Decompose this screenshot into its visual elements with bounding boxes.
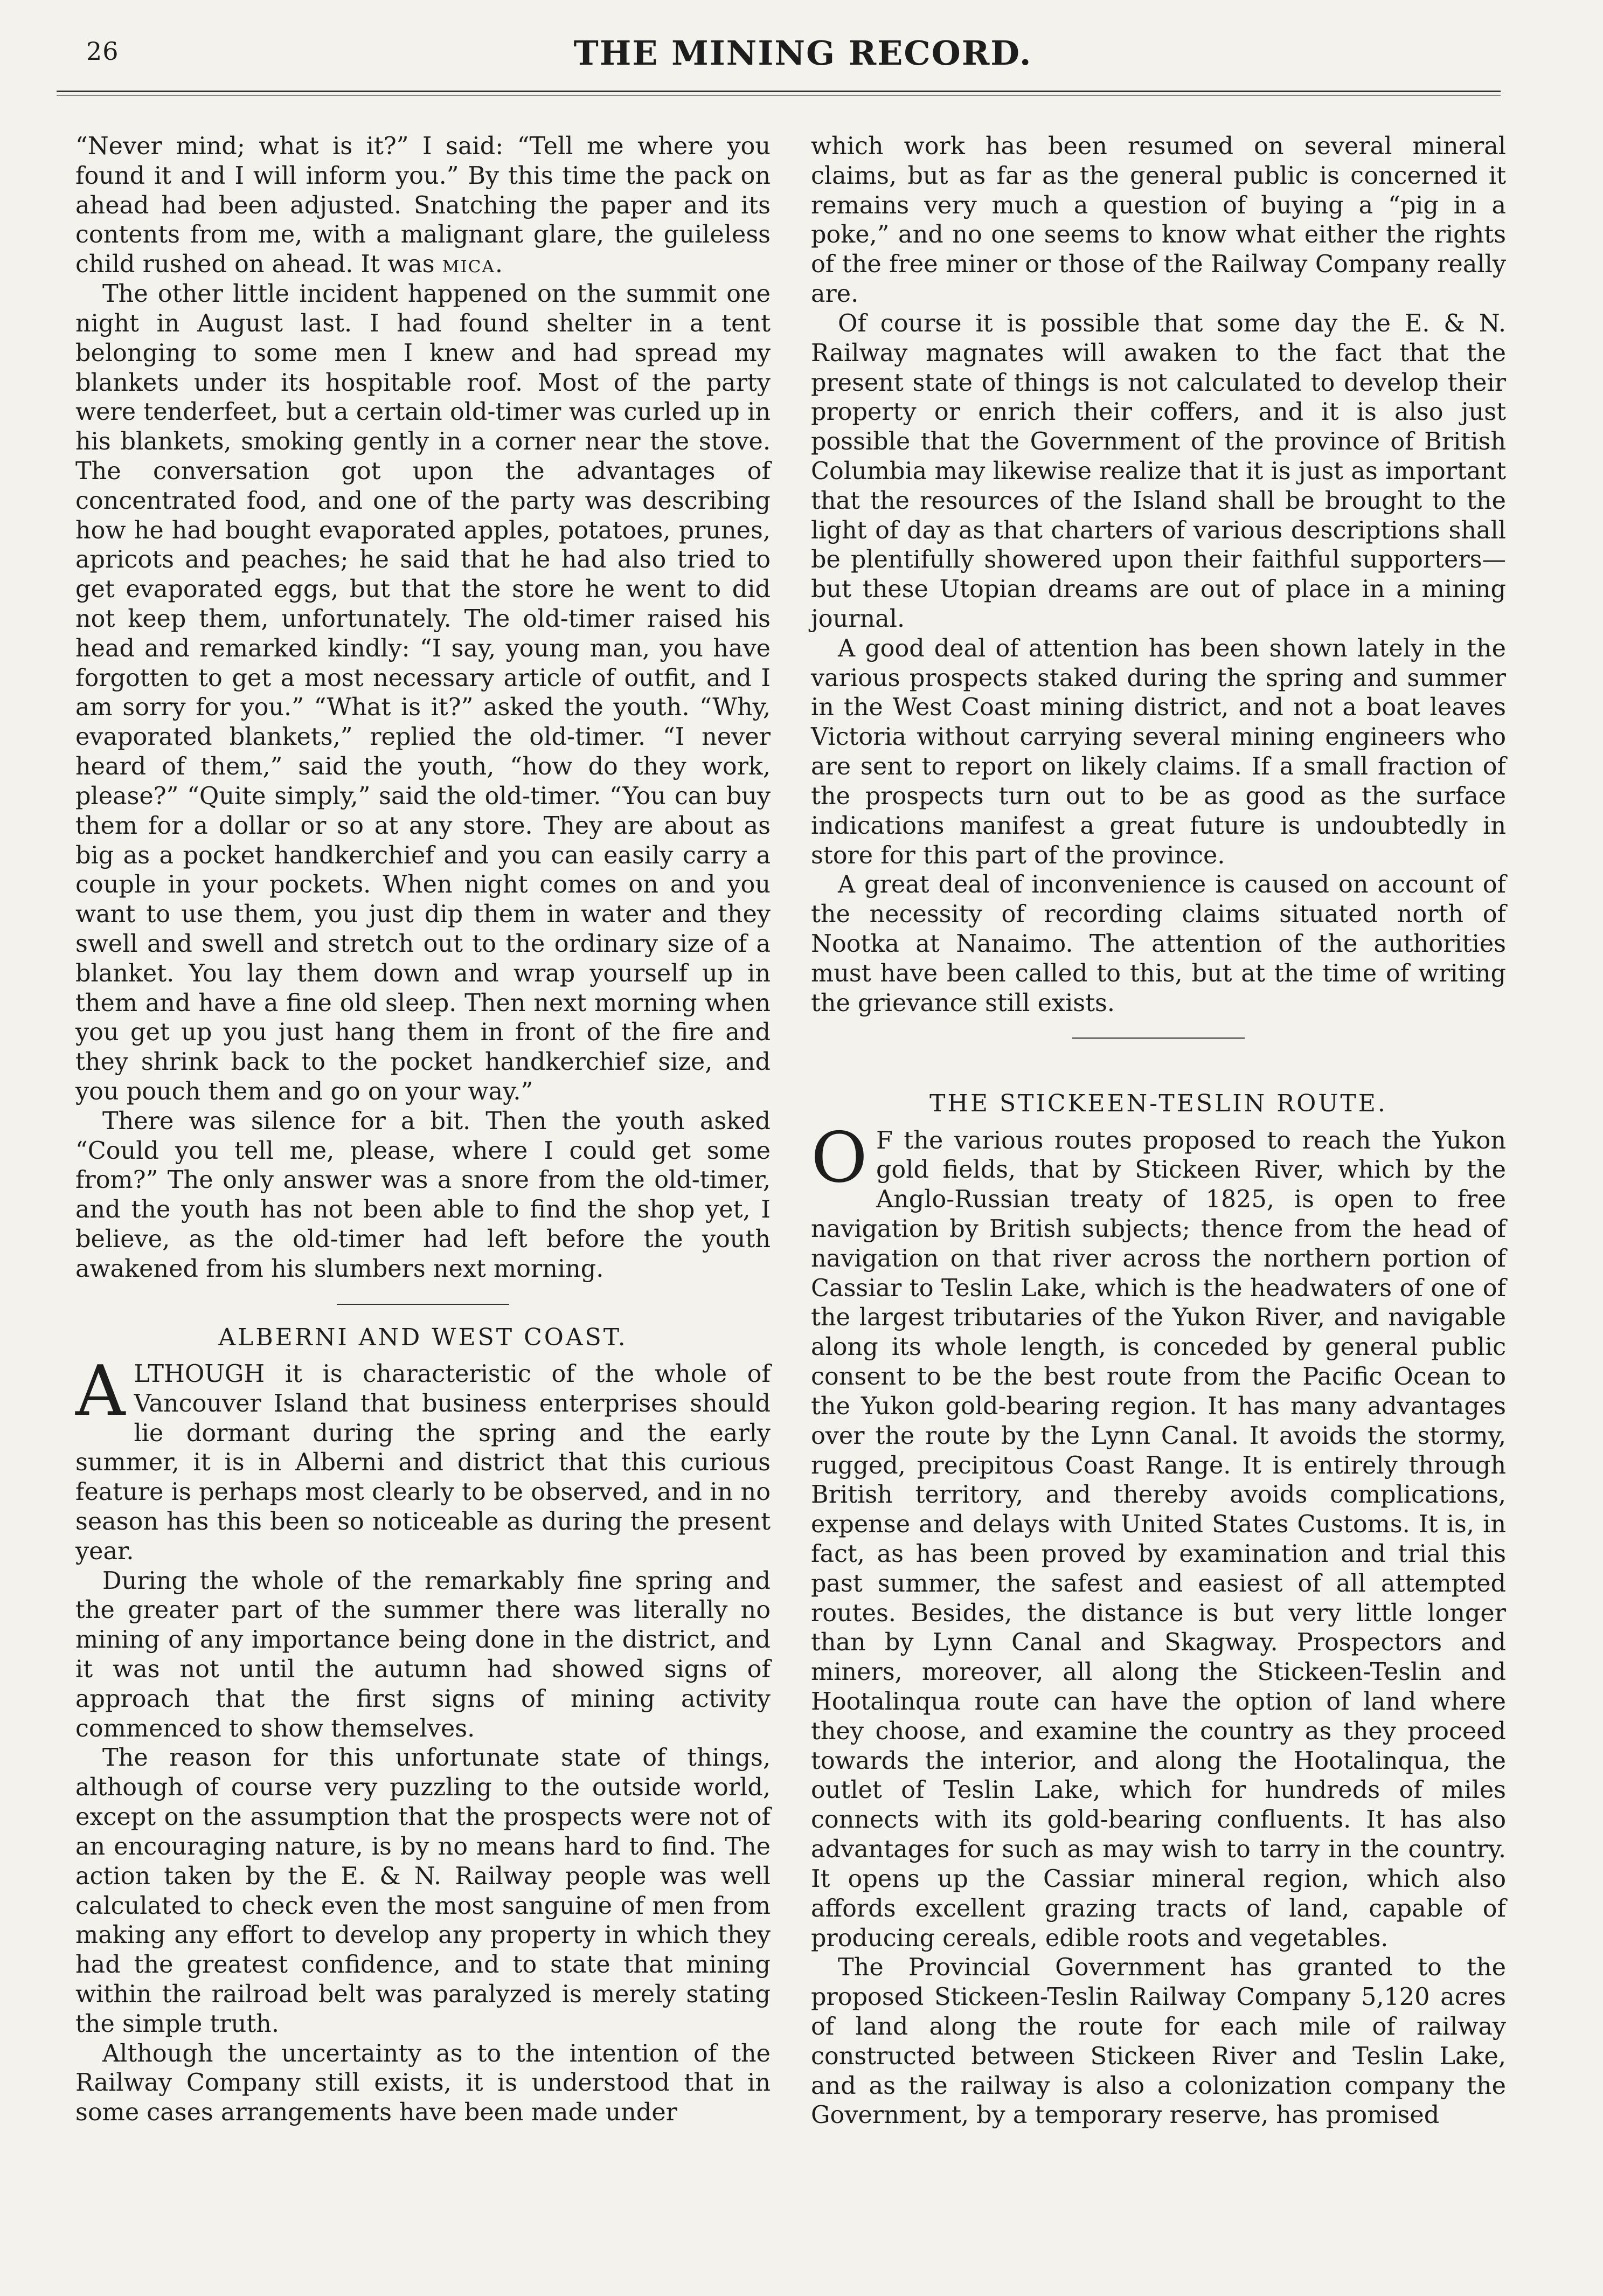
section-divider — [337, 1304, 509, 1305]
paragraph — [811, 1117, 1506, 1954]
header-rule — [57, 91, 1501, 96]
paragraph: A good deal of attention has been shown lately in the various prospects staked during the spring and summer in the West Coast mining district, and not a boat leaves Victoria without carrying several mining engineers who are sent to report on likely claims. If a small fraction of the prospects turn out to be as good as the surface indications manifest a great future is undoubtedly in store for this part of the province. — [811, 634, 1506, 869]
spacer — [811, 1057, 1506, 1089]
page-number: 26 — [86, 37, 119, 66]
paragraph: The other little incident happened on the summit one night in August last. I had found shelter in a tent belonging to some men I knew and had spread my blankets under its hospitable roof. Most of the party were tenderfeet, but a certain old-timer was curled up in his blankets, smoking gently in a corner near the stove. The conversation got upon the advantages of concentrated food, and one of the party was describing how he had bought evaporated apples, potatoes, prunes, apricots and peaches; he said that he had also tried to get evaporated eggs, but that the store he went to did not keep them, unfortunately. The old-timer raised his head and remarked kindly: “I say, young man, you have forgotten to get a most necessary article of outfit, and I am sorry for you.” “What is it?” asked the youth. “Why, evaporated blankets,” replied the old-timer. “I never heard of them,” said the youth, “how do they work, please?” “Quite simply,” said the old-timer. “You can buy them for a dollar or so at any store. They are about as big as a pocket handkerchief and you can easily carry a couple in your pockets. When night comes on and you want to use them, you just dip them in water and they swell and swell and stretch out to the ordinary size of a blanket. You lay them down and wrap yourself up in them and have a fine old sleep. Then next morning when you get up you just hang them in front of the fire and they shrink back to the pocket handkerchief size, and you pouch them and go on your way.” — [75, 280, 771, 1105]
paragraph-text: LTHOUGH it is characteristic of the whole of Vancouver Island that business enterprises should lie dormant during the spring and the early summer, it is in Alberni and district that this curious feature is perhaps most clearly to be observed, and in no season has this been so noticeable as during the present year. — [75, 1360, 771, 1565]
paragraph: Although the uncertainty as to the intention of the Railway Company still exists, it is understood that in some cases arrangements have been made under — [75, 2039, 771, 2127]
left-column — [75, 132, 771, 2128]
paragraph — [75, 1351, 771, 1567]
paragraph: Of course it is possible that some day the E. & N. Railway magnates will awaken to the fact that the present state of things is not calculated to develop their property or enrich their coffers, and it is also just possible that the Government of the province of British Columbia may likewise realize that it is just as important that the resources of the Island shall be brought to the light of day as that charters of various descriptions shall be plentifully showered upon their faithful supporters—but these Utopian dreams are out of place in a mining journal. — [811, 309, 1506, 633]
section-heading: THE STICKEEN-TESLIN ROUTE. — [929, 1090, 1387, 1118]
paragraph: The reason for this unfortunate state of things, although of course very puzzling to the outside world, except on the assumption that the prospects were not of an encouraging nature, is by no means hard to find. The action taken by the E. & N. Railway people was well calculated to check even the most sanguine of men from making any effort to develop any property in which they had the greatest confidence, and to state that mining within the railroad belt was paralyzed is merely stating the simple truth. — [75, 1744, 771, 2038]
paragraph-text: F the various routes proposed to reach the Yukon gold fields, that by Stickeen River, which by the Anglo-Russian treaty of 1825, is open to free navigation by British subjects; thence from the head of navigation on that river across the northern portion of Cassiar to Teslin Lake, which is the headwaters of one of the largest tributaries of the Yukon River, and navigable along its whole length, is conceded by general public consent to be the best route from the Pacific Ocean to the Yukon gold-bearing region. It has many advantages over the route by the Lynn Canal. It avoids the stormy, rugged, precipitous Coast Range. It is entirely through British territory, and thereby avoids complications, expense and delays with United States Customs. It is, in fact, as has been proved by examination and trial this past summer, the safest and easiest of all attempted routes. Besides, the distance is but very little longer than by Lynn Canal and Skagway. Prospectors and miners, moreover, all along the Stickeen-Teslin and Hootalinqua route can have the option of land where they choose, and examine the country as they proceed towards the interior, and along the Hootalinqua, the outlet of Teslin Lake, which for hundreds of miles connects with its gold-bearing confluents. It has also advantages for such as may wish to tarry in the country. It opens up the Cassiar mineral region, which also affords excellent grazing tracts of land, capable of producing cereals, edible roots and vegetables. — [811, 1126, 1506, 1952]
drop-cap: A — [75, 1351, 126, 1431]
paragraph: The Provincial Government has granted to the proposed Stickeen-Teslin Railway Company 5,120 acres of land along the route for each mile of railway constructed between Stickeen River and Teslin Lake, and as the railway is also a colonization company the Government, by a temporary reserve, has promised — [811, 1954, 1506, 2129]
paragraph: which work has been resumed on several mineral claims, but as far as the general public is concerned it remains very much a question of buying a “pig in a poke,” and no one seems to know what either the rights of the free miner or those of the Railway Company really are. — [811, 133, 1506, 308]
emphasis-word: mica. — [442, 251, 504, 279]
drop-cap: O — [811, 1117, 868, 1198]
page-header — [81, 33, 1525, 82]
paragraph-text: “Never mind; what is it?” I said: “Tell me where you found it and I will inform you.” By this time the pack on ahead had been adjusted. Snatching the paper and its contents from me, with a malignant glare, the guileless child rushed on ahead. It was — [75, 133, 771, 279]
paragraph: A great deal of inconvenience is caused on account of the necessity of recording claims situated north of Nootka at Nanaimo. The attention of the authorities must have been called to this, but at the time of writing the grievance still exists. — [811, 871, 1506, 1017]
paragraph: There was silence for a bit. Then the youth asked “Could you tell me, please, where I could get some from?” The only answer was a snore from the old-timer, and the youth has not been able to find the shop yet, I believe, as the old-timer had left before the youth awakened from his slumbers next morning. — [75, 1107, 771, 1283]
running-title: THE MINING RECORD. — [573, 33, 1032, 73]
paragraph — [75, 132, 771, 280]
right-column — [811, 132, 1506, 2131]
section-divider — [1072, 1038, 1245, 1039]
paragraph: During the whole of the remarkably fine spring and the greater part of the summer there was literally no mining of any importance being done in the district, and it was not until the autumn had showed signs of approach that the first signs of mining activity commenced to show themselves. — [75, 1567, 771, 1742]
section-heading: ALBERNI AND WEST COAST. — [218, 1323, 628, 1351]
